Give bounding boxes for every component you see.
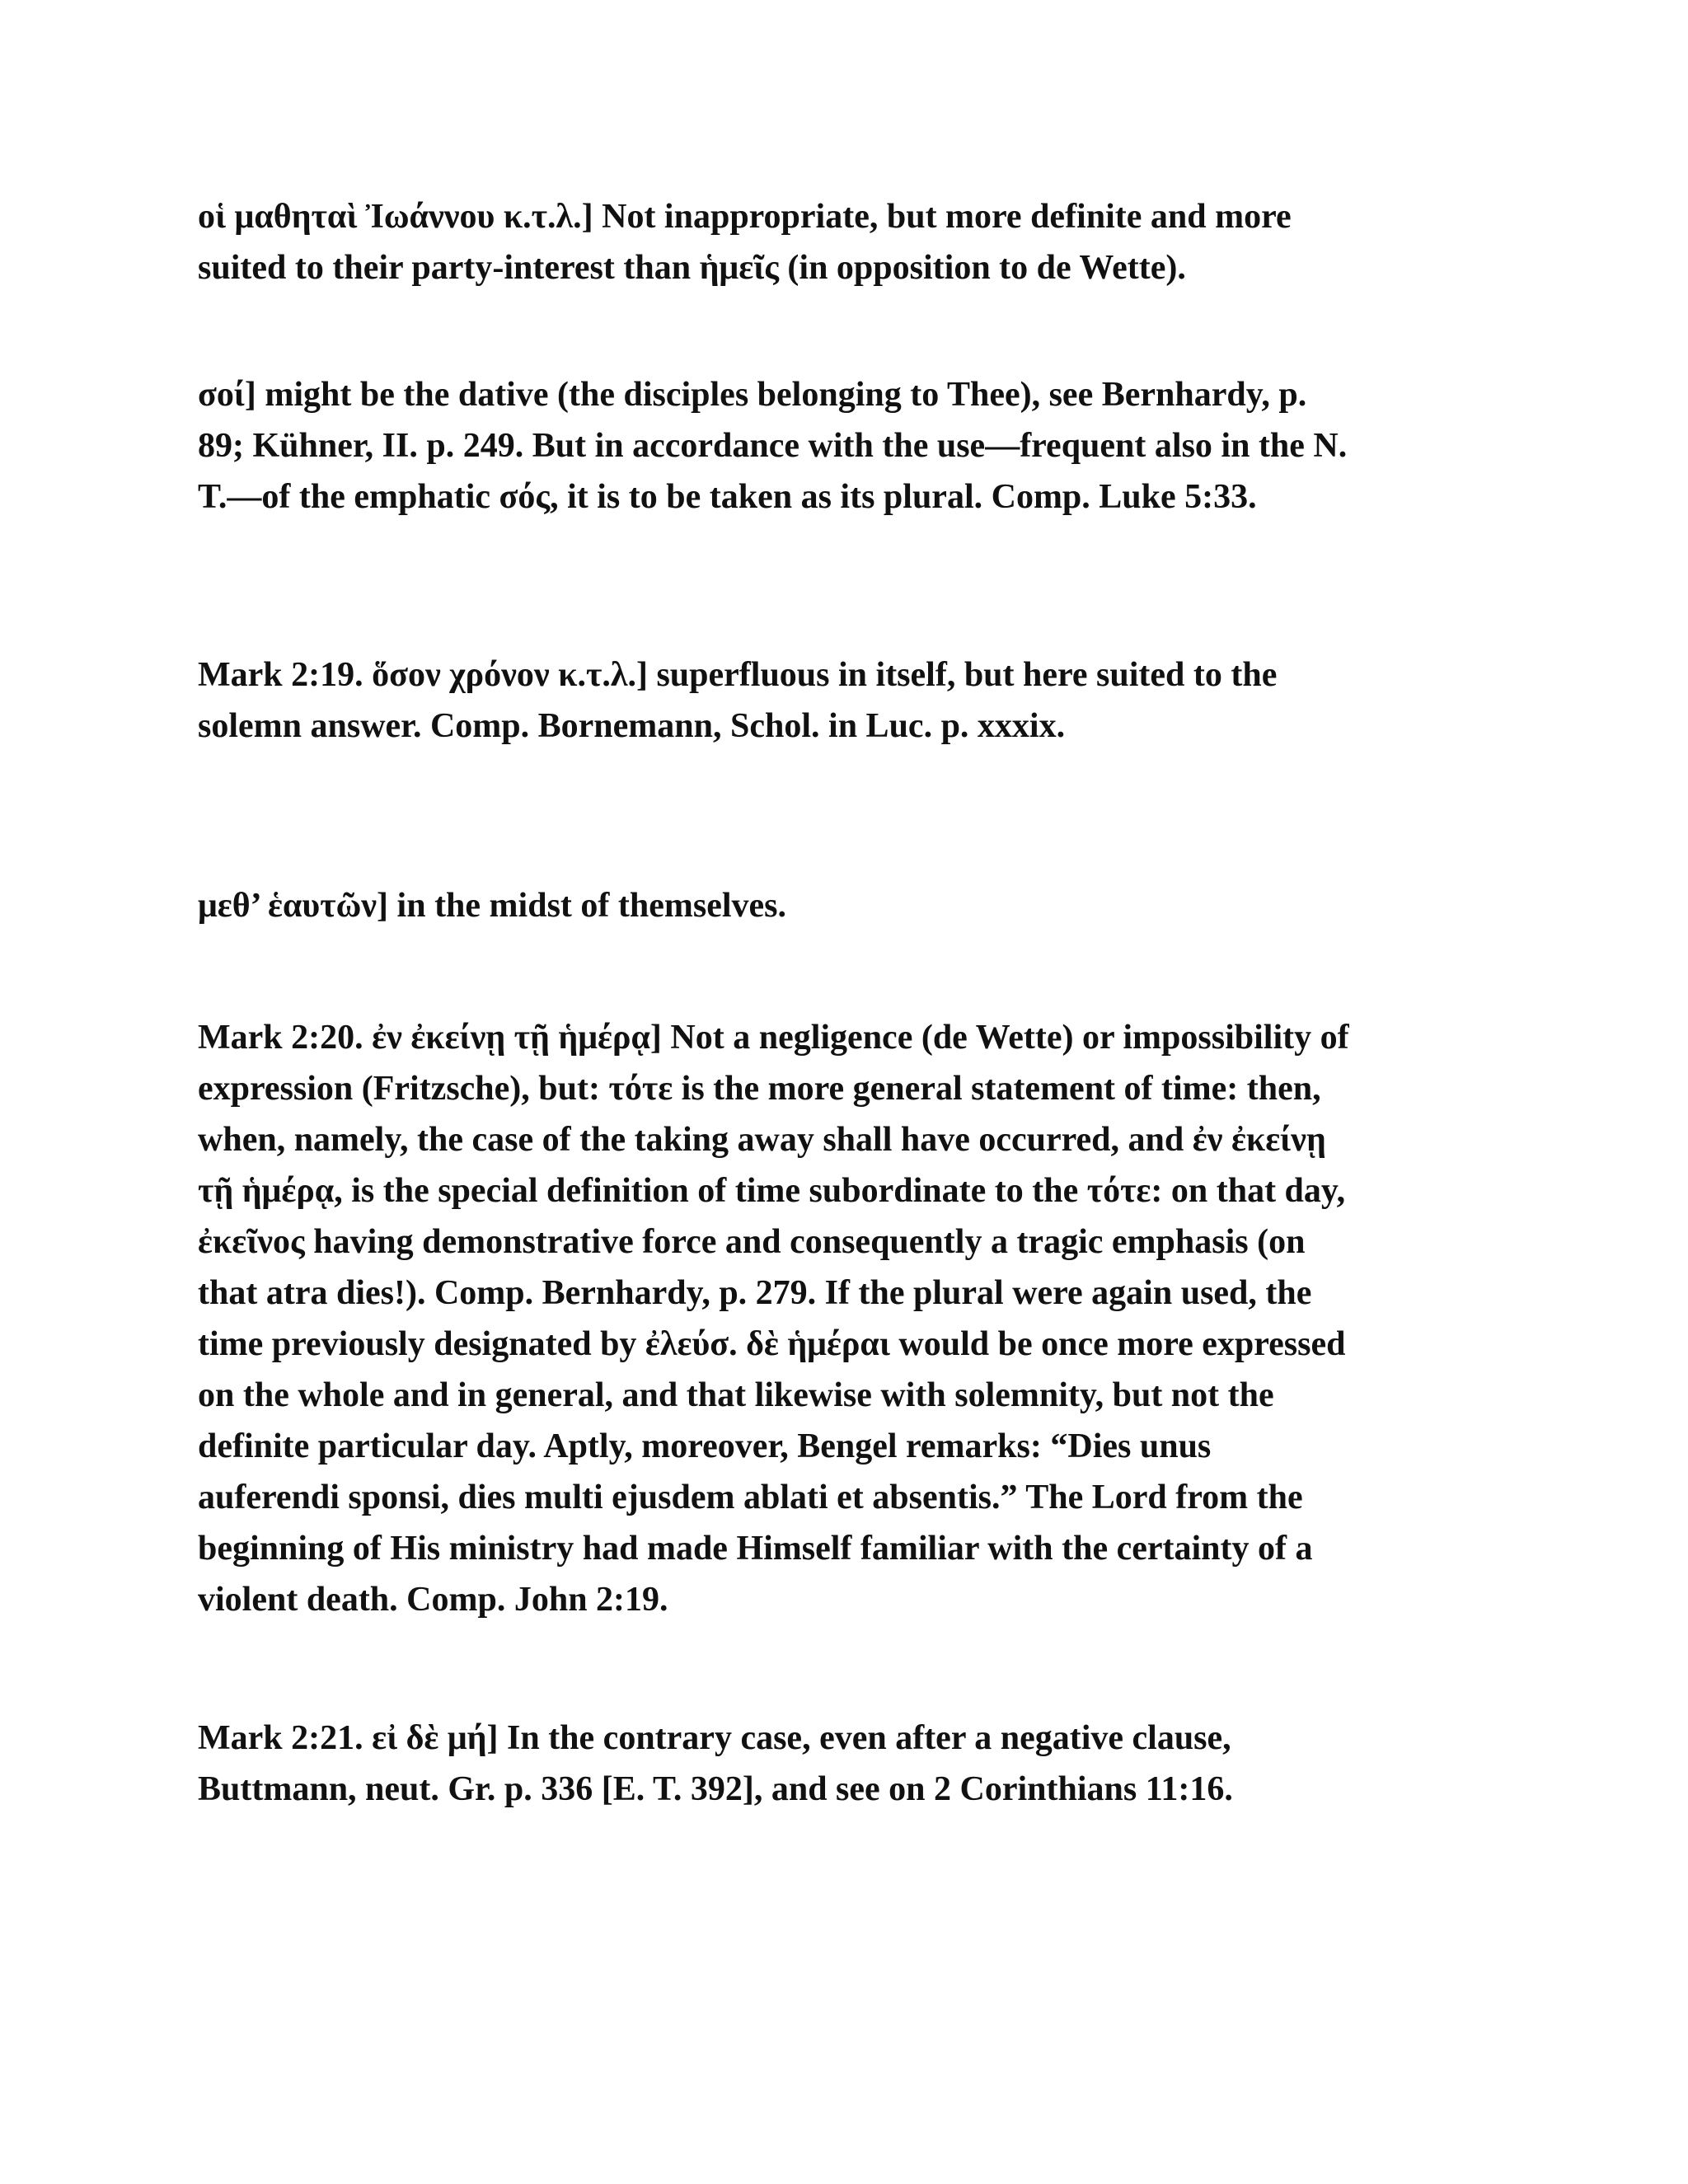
commentary-paragraph-soi: σοί] might be the dative (the disciples belonging to Thee), see Bernhardy, p. 89; Kühner, II. p. 249. But in accordance with the use—frequent also in the N. T.—of the emphatic σός, it is to be taken as its plural. Comp. Luke 5:33. <box>198 376 1348 516</box>
commentary-paragraph-mark-2-19: Mark 2:19. ὅσον χρόνον κ.τ.λ.] superfluous in itself, but here suited to the solemn answer. Comp. Bornemann, Schol. in Luc. p. xxxix. <box>198 656 1278 745</box>
commentary-paragraph-meth-heauton: μεθ’ ἑαυτῶν] in the midst of themselves. <box>198 887 786 925</box>
commentary-paragraph-mark-2-20: Mark 2:20. ἐν ἐκείνῃ τῇ ἡμέρᾳ] Not a negligence (de Wette) or impossibility of expression (Fritzsche), but: τότε is the more general statement of time: then, when, namely, the case of the taking away shall have occurred, and ἐν ἐκείνῃ τῇ ἡμέρᾳ, is the special definition of time subordinate to the τότε: on that day, ἐκεῖνος having demonstrative force and consequently a tragic emphasis (on that atra dies!). Comp. Bernhardy, p. 279. If the plural were again used, the time previously designated by ἐλεύσ. δὲ ἡμέραι would be once more expressed on the whole and in general, and that likewise with solemnity, but not the definite particular day. Aptly, moreover, Bengel remarks: “Dies unus auferendi sponsi, dies multi ejusdem ablati et absentis.” The Lord from the beginning of His ministry had made Himself familiar with the certainty of a violent death. Comp. John 2:19. <box>198 1019 1349 1619</box>
commentary-paragraph-mathetai: οἱ μαθηταὶ Ἰωάννου κ.τ.λ.] Not inappropriate, but more definite and more suited to their party-interest than ἡμεῖς (in opposition to de Wette). <box>198 198 1292 287</box>
commentary-paragraph-mark-2-21: Mark 2:21. εἰ δὲ μή] In the contrary case, even after a negative clause, Buttmann, neut. Gr. p. 336 [E. T. 392], and see on 2 Corinthians 11:16. <box>198 1719 1233 1808</box>
